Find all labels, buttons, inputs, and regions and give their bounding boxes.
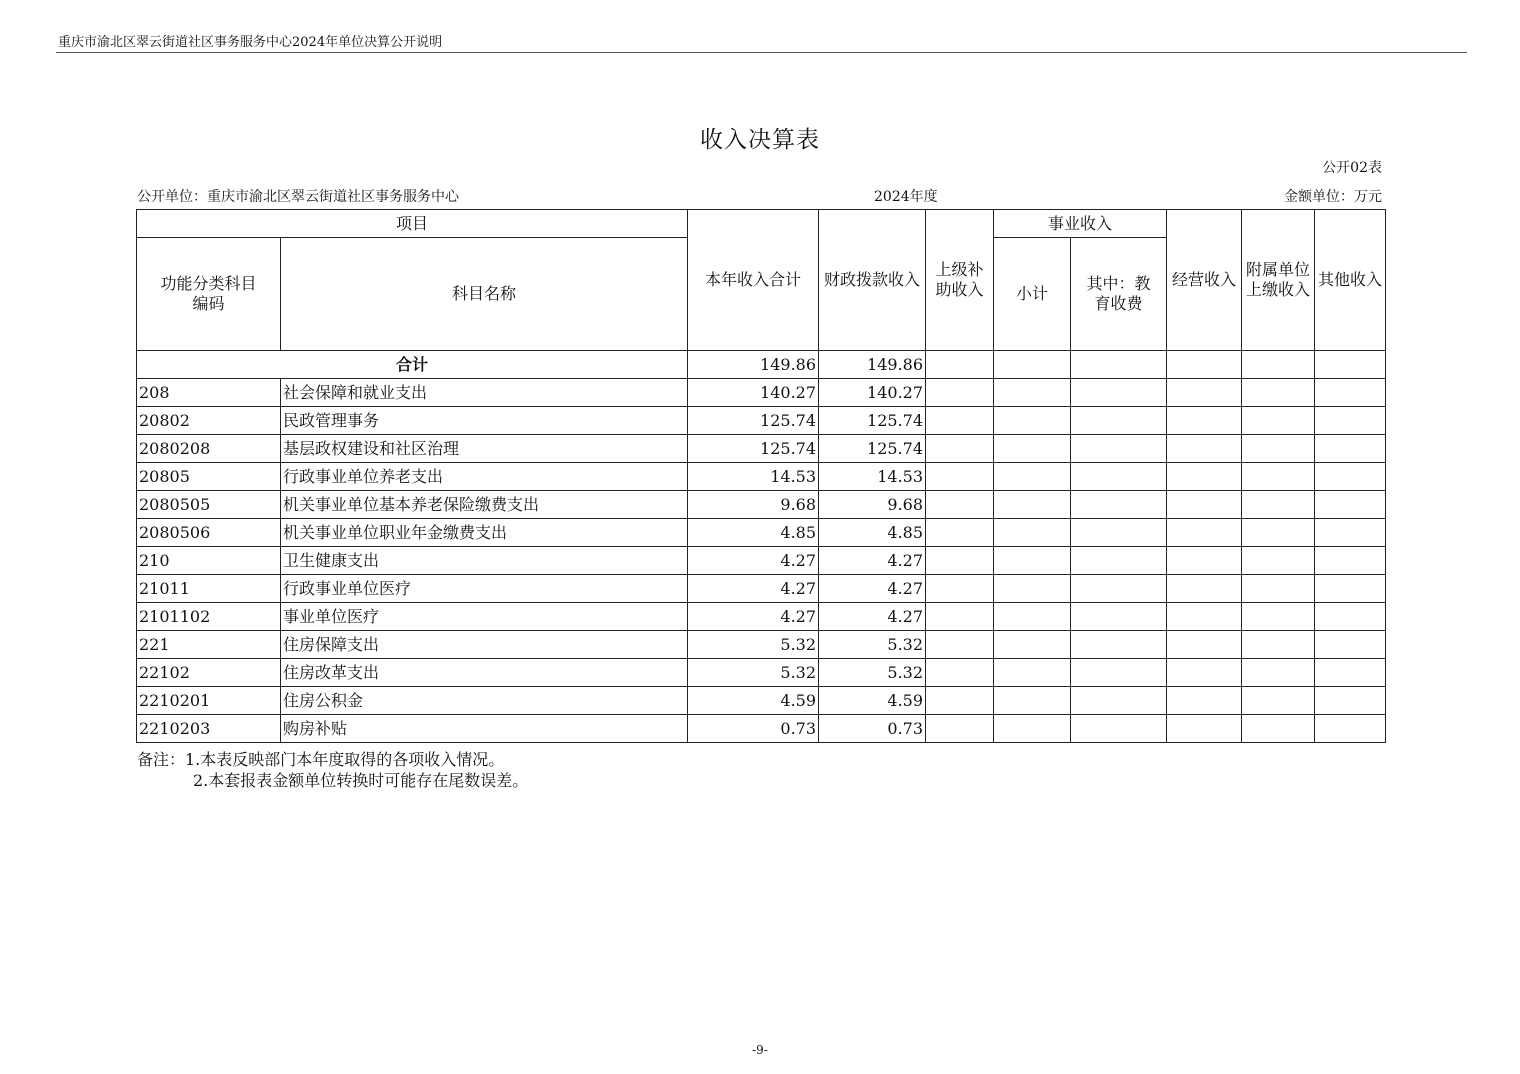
cell-name: 机关事业单位基本养老保险缴费支出	[281, 491, 688, 519]
total-income-value: 149.86	[688, 351, 819, 379]
header-rule	[56, 52, 1467, 53]
header-item: 项目	[137, 210, 688, 238]
empty-cell	[994, 547, 1071, 575]
cell-name: 住房公积金	[281, 687, 688, 715]
cell-code: 208	[137, 379, 281, 407]
empty-cell	[1167, 687, 1242, 715]
empty-cell	[994, 575, 1071, 603]
empty-cell	[1315, 687, 1386, 715]
cell-fiscal: 14.53	[819, 463, 926, 491]
cell-name: 购房补贴	[281, 715, 688, 743]
empty-cell	[1242, 491, 1315, 519]
empty-cell	[1167, 575, 1242, 603]
empty-cell	[994, 379, 1071, 407]
empty-cell	[994, 491, 1071, 519]
empty-cell	[926, 631, 994, 659]
table-body	[137, 351, 1386, 743]
empty-cell	[926, 463, 994, 491]
cell-code: 210	[137, 547, 281, 575]
cell-code: 221	[137, 631, 281, 659]
empty-cell	[994, 687, 1071, 715]
empty-cell	[1315, 407, 1386, 435]
page-title: 收入决算表	[700, 127, 820, 153]
note-line-2: 2.本套报表金额单位转换时可能存在尾数误差。	[193, 771, 529, 790]
empty-cell	[926, 659, 994, 687]
table-row	[137, 631, 1386, 659]
empty-cell	[926, 547, 994, 575]
empty-cell	[926, 603, 994, 631]
cell-code: 2101102	[137, 603, 281, 631]
empty-cell	[1242, 715, 1315, 743]
empty-cell	[1167, 463, 1242, 491]
cell-name: 住房保障支出	[281, 631, 688, 659]
empty-cell	[1242, 519, 1315, 547]
cell-fiscal: 4.27	[819, 547, 926, 575]
cell-fiscal: 5.32	[819, 631, 926, 659]
cell-fiscal: 9.68	[819, 491, 926, 519]
empty-cell	[1242, 379, 1315, 407]
table-row	[137, 379, 1386, 407]
empty-cell	[926, 519, 994, 547]
header-education: 其中：教育收费	[1071, 238, 1167, 351]
cell-fiscal: 4.59	[819, 687, 926, 715]
empty-cell	[1167, 659, 1242, 687]
empty-cell	[926, 715, 994, 743]
cell-total-income: 4.27	[688, 575, 819, 603]
empty-cell	[1242, 435, 1315, 463]
empty-cell	[1167, 435, 1242, 463]
empty-cell	[1167, 631, 1242, 659]
cell-total-income: 0.73	[688, 715, 819, 743]
income-table	[136, 209, 1386, 743]
total-label: 合计	[137, 351, 688, 379]
empty-cell	[1242, 659, 1315, 687]
empty-cell	[1167, 715, 1242, 743]
empty-cell	[926, 687, 994, 715]
empty-cell	[1071, 603, 1167, 631]
table-row	[137, 435, 1386, 463]
empty-cell	[1242, 463, 1315, 491]
empty-cell	[994, 659, 1071, 687]
empty-cell	[1242, 687, 1315, 715]
cell-fiscal: 5.32	[819, 659, 926, 687]
cell-name: 机关事业单位职业年金缴费支出	[281, 519, 688, 547]
cell-name: 住房改革支出	[281, 659, 688, 687]
empty-cell	[1167, 407, 1242, 435]
table-row	[137, 491, 1386, 519]
empty-cell	[1242, 407, 1315, 435]
empty-cell	[994, 407, 1071, 435]
table-row	[137, 519, 1386, 547]
notes	[137, 749, 528, 791]
cell-name: 社会保障和就业支出	[281, 379, 688, 407]
cell-name: 行政事业单位养老支出	[281, 463, 688, 491]
table-row	[137, 547, 1386, 575]
empty-cell	[1071, 435, 1167, 463]
money-unit: 金额单位：万元	[1284, 189, 1382, 205]
empty-cell	[1071, 519, 1167, 547]
cell-code: 22102	[137, 659, 281, 687]
cell-code: 2080506	[137, 519, 281, 547]
empty-cell	[994, 715, 1071, 743]
total-fiscal-value: 149.86	[819, 351, 926, 379]
cell-fiscal: 140.27	[819, 379, 926, 407]
cell-fiscal: 0.73	[819, 715, 926, 743]
total-row	[137, 351, 1386, 379]
cell-fiscal: 4.27	[819, 575, 926, 603]
cell-name: 卫生健康支出	[281, 547, 688, 575]
cell-total-income: 4.27	[688, 603, 819, 631]
cell-fiscal: 4.85	[819, 519, 926, 547]
header-name: 科目名称	[281, 238, 688, 351]
header-business-income: 事业收入	[994, 210, 1167, 238]
form-number: 公开02表	[1322, 160, 1382, 176]
cell-total-income: 4.59	[688, 687, 819, 715]
empty-cell	[926, 435, 994, 463]
cell-total-income: 125.74	[688, 435, 819, 463]
running-header: 重庆市渝北区翠云街道社区事务服务中心2024年单位决算公开说明	[58, 35, 443, 50]
empty-cell	[1315, 631, 1386, 659]
cell-code: 20802	[137, 407, 281, 435]
empty-cell	[1315, 603, 1386, 631]
cell-total-income: 5.32	[688, 631, 819, 659]
empty-cell	[1167, 519, 1242, 547]
cell-code: 2080505	[137, 491, 281, 519]
header-fiscal: 财政拨款收入	[819, 210, 926, 351]
table-row	[137, 659, 1386, 687]
empty-cell	[1315, 491, 1386, 519]
empty-cell	[994, 435, 1071, 463]
empty-cell	[1315, 519, 1386, 547]
empty-cell	[1167, 603, 1242, 631]
note-line-1: 备注：1.本表反映部门本年度取得的各项收入情况。	[137, 750, 505, 769]
empty-cell	[926, 379, 994, 407]
header-total-income: 本年收入合计	[688, 210, 819, 351]
empty-cell	[1071, 715, 1167, 743]
header-code: 功能分类科目编码	[137, 238, 281, 351]
cell-total-income: 5.32	[688, 659, 819, 687]
empty-cell	[1071, 687, 1167, 715]
header-subtotal: 小计	[994, 238, 1071, 351]
empty-cell	[1315, 715, 1386, 743]
empty-cell	[1071, 575, 1167, 603]
header-superior: 上级补助收入	[926, 210, 994, 351]
empty-cell	[994, 631, 1071, 659]
empty-cell	[1242, 603, 1315, 631]
empty-cell	[994, 463, 1071, 491]
cell-code: 2080208	[137, 435, 281, 463]
empty-cell	[1242, 547, 1315, 575]
table-row	[137, 687, 1386, 715]
cell-fiscal: 4.27	[819, 603, 926, 631]
empty-cell	[1071, 407, 1167, 435]
cell-code: 21011	[137, 575, 281, 603]
cell-total-income: 140.27	[688, 379, 819, 407]
header-operating: 经营收入	[1167, 210, 1242, 351]
header-other: 其他收入	[1315, 210, 1386, 351]
cell-total-income: 14.53	[688, 463, 819, 491]
empty-cell	[926, 491, 994, 519]
cell-total-income: 4.85	[688, 519, 819, 547]
cell-total-income: 125.74	[688, 407, 819, 435]
cell-fiscal: 125.74	[819, 435, 926, 463]
empty-cell	[1167, 491, 1242, 519]
empty-cell	[1071, 547, 1167, 575]
empty-cell	[1315, 463, 1386, 491]
empty-cell	[994, 603, 1071, 631]
cell-code: 20805	[137, 463, 281, 491]
cell-code: 2210201	[137, 687, 281, 715]
empty-cell	[1315, 547, 1386, 575]
empty-cell	[1315, 659, 1386, 687]
empty-cell	[1071, 491, 1167, 519]
reporting-unit: 公开单位：重庆市渝北区翠云街道社区事务服务中心	[137, 189, 459, 205]
empty-cell	[1242, 631, 1315, 659]
page-number: -9-	[752, 1043, 768, 1057]
cell-name: 基层政权建设和社区治理	[281, 435, 688, 463]
empty-cell	[1315, 575, 1386, 603]
table-row	[137, 407, 1386, 435]
empty-cell	[994, 519, 1071, 547]
cell-code: 2210203	[137, 715, 281, 743]
empty-cell	[926, 575, 994, 603]
table-row	[137, 603, 1386, 631]
cell-name: 行政事业单位医疗	[281, 575, 688, 603]
empty-cell	[1071, 659, 1167, 687]
empty-cell	[1167, 379, 1242, 407]
cell-name: 民政管理事务	[281, 407, 688, 435]
empty-cell	[926, 407, 994, 435]
empty-cell	[1242, 575, 1315, 603]
cell-total-income: 9.68	[688, 491, 819, 519]
table-row	[137, 715, 1386, 743]
empty-cell	[1071, 379, 1167, 407]
empty-cell	[1071, 631, 1167, 659]
fiscal-year: 2024年度	[874, 189, 938, 205]
empty-cell	[1315, 435, 1386, 463]
cell-total-income: 4.27	[688, 547, 819, 575]
table-row	[137, 575, 1386, 603]
empty-cell	[1167, 547, 1242, 575]
empty-cell	[1315, 379, 1386, 407]
cell-fiscal: 125.74	[819, 407, 926, 435]
empty-cell	[1071, 463, 1167, 491]
cell-name: 事业单位医疗	[281, 603, 688, 631]
table-row	[137, 463, 1386, 491]
header-affiliated: 附属单位上缴收入	[1242, 210, 1315, 351]
